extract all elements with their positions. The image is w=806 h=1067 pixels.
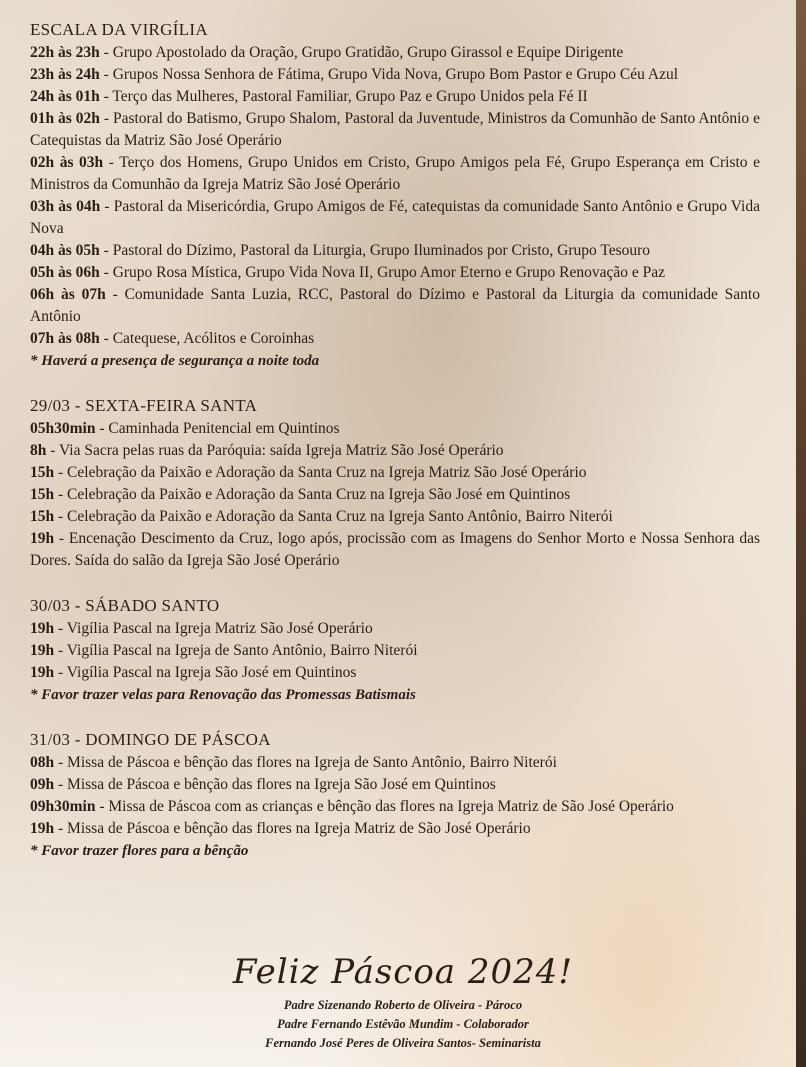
saturday-list [30, 618, 760, 684]
saturday-section [30, 594, 760, 706]
schedule-entry [30, 262, 760, 284]
schedule-entry [30, 64, 760, 86]
entry-separator: - [54, 754, 68, 771]
saturday-title: 30/03 - SÁBADO SANTO [30, 596, 220, 615]
friday-list [30, 418, 760, 572]
entry-separator: - [95, 798, 109, 815]
entry-separator: - [99, 242, 113, 259]
schedule-entry [30, 86, 760, 108]
schedule-document [30, 18, 760, 862]
schedule-entry [30, 640, 760, 662]
entry-time: 01h às 02h [30, 110, 100, 127]
entry-separator: - [99, 66, 113, 83]
schedule-entry [30, 752, 760, 774]
entry-time: 02h às 03h [30, 154, 104, 171]
entry-description: Pastoral do Batismo, Grupo Shalom, Pastoral da Juventude, Ministros da Comunhão de Santo Antônio e Catequistas da Matriz São José Operário [30, 110, 761, 149]
entry-time: 06h às 07h [30, 286, 106, 303]
entry-time: 09h [30, 776, 55, 793]
entry-separator: - [54, 620, 67, 637]
entry-description: Vigília Pascal na Igreja São José em Quintinos [66, 664, 357, 681]
entry-separator: - [103, 154, 120, 171]
entry-time: 09h30min [30, 798, 96, 815]
sunday-list [30, 752, 760, 840]
entry-time: 07h às 08h [30, 330, 100, 347]
entry-separator: - [54, 642, 67, 659]
entry-separator: - [46, 442, 60, 459]
entry-separator: - [54, 776, 68, 793]
entry-description: Missa de Páscoa e bênção das flores na Igreja de Santo Antônio, Bairro Niterói [67, 754, 557, 771]
schedule-entry [30, 196, 760, 240]
vigil-list [30, 42, 760, 350]
entry-separator: - [54, 820, 68, 837]
schedule-entry [30, 42, 760, 64]
signature-seminarian: Fernando José Peres de Oliveira Santos- Seminarista [265, 1036, 541, 1050]
entry-time: 19h [30, 642, 55, 659]
entry-time: 19h [30, 530, 55, 547]
entry-description: Grupos Nossa Senhora de Fátima, Grupo Vida Nova, Grupo Bom Pastor e Grupo Céu Azul [112, 66, 679, 83]
vigil-note: * Haverá a presença de segurança a noite toda [30, 353, 320, 369]
entry-description: Terço das Mulheres, Pastoral Familiar, Grupo Paz e Grupo Unidos pela Fé II [112, 88, 588, 105]
vigil-section [30, 18, 760, 372]
schedule-entry [30, 618, 760, 640]
entry-description: Pastoral do Dízimo, Pastoral da Liturgia, Grupo Iluminados por Cristo, Grupo Tesouro [112, 242, 651, 259]
sunday-section [30, 728, 760, 862]
schedule-entry [30, 662, 760, 684]
signature-collaborator: Padre Fernando Estêvão Mundim - Colaborador [277, 1017, 529, 1031]
entry-separator: - [105, 286, 125, 303]
sunday-title: 31/03 - DOMINGO DE PÁSCOA [30, 730, 271, 749]
entry-time: 15h [30, 464, 55, 481]
schedule-entry [30, 462, 760, 484]
entry-separator: - [54, 508, 68, 525]
entry-time: 19h [30, 820, 55, 837]
entry-time: 8h [30, 442, 47, 459]
entry-time: 08h [30, 754, 55, 771]
friday-section [30, 394, 760, 572]
entry-time: 15h [30, 508, 55, 525]
schedule-entry [30, 418, 760, 440]
entry-description: Missa de Páscoa e bênção das flores na Igreja Matriz de São José Operário [67, 820, 531, 837]
entry-description: Comunidade Santa Luzia, RCC, Pastoral do Dízimo e Pastoral da Liturgia da comunidade Santo Antônio [30, 286, 760, 325]
signatures [0, 996, 806, 1053]
entry-description: Via Sacra pelas ruas da Paróquia: saída Igreja Matriz São José Operário [59, 442, 504, 459]
entry-description: Terço dos Homens, Grupo Unidos em Cristo, Grupo Amigos pela Fé, Grupo Esperança em Cristo e Ministros da Comunhão da Igreja Matriz São José Operário [30, 154, 760, 193]
entry-description: Celebração da Paixão e Adoração da Santa Cruz na Igreja Santo Antônio, Bairro Niterói [67, 508, 613, 525]
entry-description: Grupo Apostolado da Oração, Grupo Gratidão, Grupo Girassol e Equipe Dirigente [112, 44, 624, 61]
entry-description: Catequese, Acólitos e Coroinhas [112, 330, 315, 347]
entry-time: 04h às 05h [30, 242, 100, 259]
entry-description: Celebração da Paixão e Adoração da Santa Cruz na Igreja Matriz São José Operário [67, 464, 587, 481]
vigil-title: ESCALA DA VIRGÍLIA [30, 20, 208, 39]
entry-time: 05h às 06h [30, 264, 100, 281]
easter-greeting: Feliz Páscoa 2024! [232, 952, 574, 992]
schedule-entry [30, 506, 760, 528]
entry-time: 22h às 23h [30, 44, 100, 61]
schedule-entry [30, 108, 760, 152]
entry-description: Caminhada Penitencial em Quintinos [108, 420, 340, 437]
entry-separator: - [95, 420, 109, 437]
saturday-note: * Favor trazer velas para Renovação das Promessas Batismais [30, 687, 416, 703]
signature-parish-priest: Padre Sizenando Roberto de Oliveira - Pároco [283, 998, 523, 1012]
background-photo-edge [796, 0, 806, 1067]
entry-separator: - [54, 664, 67, 681]
entry-description: Encenação Descimento da Cruz, logo após, procissão com as Imagens do Senhor Morto e Nossa Senhora das Dores. Saída do salão da Igreja São José Operário [30, 530, 760, 569]
entry-separator: - [99, 88, 113, 105]
friday-title: 29/03 - SEXTA-FEIRA SANTA [30, 396, 258, 415]
entry-description: Vigília Pascal na Igreja Matriz São José Operário [66, 620, 373, 637]
schedule-entry [30, 152, 760, 196]
entry-separator: - [54, 464, 68, 481]
schedule-entry [30, 240, 760, 262]
entry-description: Vigília Pascal na Igreja de Santo Antônio, Bairro Niterói [66, 642, 418, 659]
entry-time: 03h às 04h [30, 198, 101, 215]
entry-description: Missa de Páscoa com as crianças e bênção das flores na Igreja Matriz de São José Operário [108, 798, 674, 815]
schedule-entry [30, 774, 760, 796]
entry-separator: - [54, 530, 69, 547]
entry-separator: - [54, 486, 68, 503]
schedule-entry [30, 796, 760, 818]
entry-description: Pastoral da Misericórdia, Grupo Amigos de Fé, catequistas da comunidade Santo Antônio e Grupo Vida Nova [30, 198, 760, 237]
schedule-entry [30, 818, 760, 840]
entry-time: 24h às 01h [30, 88, 100, 105]
entry-separator: - [99, 44, 113, 61]
entry-description: Celebração da Paixão e Adoração da Santa Cruz na Igreja São José em Quintinos [67, 486, 571, 503]
schedule-entry [30, 528, 760, 572]
schedule-entry [30, 328, 760, 350]
entry-separator: - [99, 330, 113, 347]
sunday-note: * Favor trazer flores para a bênção [30, 843, 249, 859]
entry-time: 15h [30, 486, 55, 503]
schedule-entry [30, 284, 760, 328]
entry-time: 19h [30, 664, 55, 681]
entry-separator: - [99, 110, 113, 127]
entry-time: 23h às 24h [30, 66, 100, 83]
entry-time: 05h30min [30, 420, 96, 437]
entry-separator: - [100, 198, 114, 215]
entry-separator: - [99, 264, 113, 281]
entry-description: Missa de Páscoa e bênção das flores na Igreja São José em Quintinos [67, 776, 496, 793]
entry-description: Grupo Rosa Mística, Grupo Vida Nova II, Grupo Amor Eterno e Grupo Renovação e Paz [112, 264, 666, 281]
entry-time: 19h [30, 620, 55, 637]
schedule-entry [30, 440, 760, 462]
schedule-entry [30, 484, 760, 506]
